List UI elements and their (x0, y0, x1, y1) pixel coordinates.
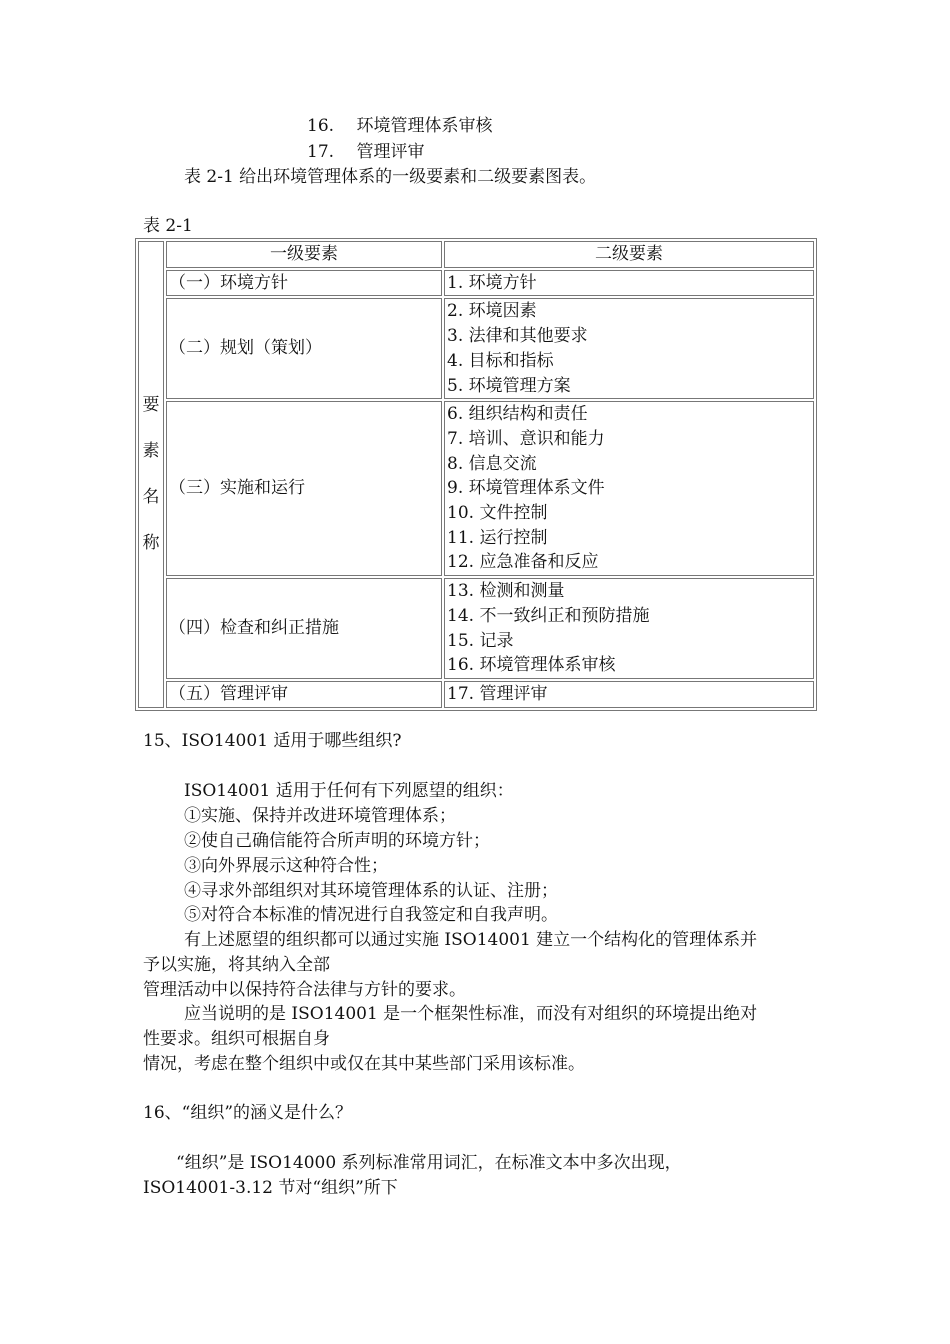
table-row (138, 681, 814, 708)
second-level-item: 3. 法律和其他要求 (447, 326, 588, 347)
q15-paragraph: 应当说明的是 ISO14001 是一个框架性标准，而没有对组织的环境提出绝对 (184, 1004, 758, 1024)
q15-item: ⑤对符合本标准的情况进行自我签定和自我声明。 (184, 905, 558, 925)
second-level-cell (444, 270, 814, 297)
second-level-item: 10. 文件控制 (447, 503, 548, 524)
second-level-item: 4. 目标和指标 (447, 350, 554, 371)
table-row (138, 298, 814, 399)
second-level-item: 1. 环境方针 (447, 272, 537, 293)
q15-heading: 15、ISO14001 适用于哪些组织? (143, 731, 402, 751)
table-intro: 表 2-1 给出环境管理体系的一级要素和二级要素图表。 (184, 167, 597, 187)
first-level-cell: （三）实施和运行 (166, 401, 442, 576)
second-level-item: 12. 应急准备和反应 (447, 552, 599, 573)
second-level-item: 2. 环境因素 (447, 301, 537, 322)
q16-paragraph: “组织”是 ISO14000 系列标准常用词汇，在标准文本中多次出现， (176, 1153, 682, 1173)
second-level-item: 11. 运行控制 (447, 527, 548, 548)
second-level-item: 9. 环境管理体系文件 (447, 478, 605, 499)
q15-item: ③向外界展示这种符合性； (184, 856, 388, 876)
second-level-item: 15. 记录 (447, 630, 514, 651)
q15-paragraph: 管理活动中以保持符合法律与方针的要求。 (143, 980, 466, 1000)
second-level-item: 14. 不一致纠正和预防措施 (447, 605, 650, 626)
intro-item-16: 16. 环境管理体系审核 (307, 116, 493, 136)
second-level-item: 8. 信息交流 (447, 453, 537, 474)
first-level-cell: （一）环境方针 (166, 270, 442, 297)
side-char: 称 (142, 533, 160, 554)
table-row (138, 578, 814, 679)
first-level-cell: （四）检查和纠正措施 (166, 578, 442, 679)
header-second-level: 二级要素 (444, 241, 814, 268)
side-char: 名 (142, 487, 160, 508)
table-row (138, 270, 814, 297)
table-row (138, 401, 814, 576)
q15-paragraph: 有上述愿望的组织都可以通过实施 ISO14001 建立一个结构化的管理体系并 (184, 930, 758, 950)
side-label-cell (138, 241, 164, 708)
q15-paragraph: 情况，考虑在整个组织中或仅在其中某些部门采用该标准。 (143, 1054, 585, 1074)
side-char: 素 (142, 441, 160, 462)
first-level-cell: （五）管理评审 (166, 681, 442, 708)
second-level-item: 5. 环境管理方案 (447, 375, 571, 396)
q15-item: ④寻求外部组织对其环境管理体系的认证、注册； (184, 881, 558, 901)
table-caption: 表 2-1 (143, 216, 193, 236)
second-level-item: 13. 检测和测量 (447, 581, 565, 602)
intro-item-17: 17. 管理评审 (307, 142, 425, 162)
second-level-cell (444, 578, 814, 679)
q15-paragraph: 性要求。组织可根据自身 (143, 1029, 330, 1049)
q15-item: ②使自己确信能符合所声明的环境方针； (184, 831, 490, 851)
second-level-item: 7. 培训、意识和能力 (447, 428, 605, 449)
side-char: 要 (142, 395, 160, 416)
second-level-cell (444, 298, 814, 399)
first-level-cell: （二）规划（策划） (166, 298, 442, 399)
second-level-item: 17. 管理评审 (447, 683, 548, 704)
second-level-item: 6. 组织结构和责任 (447, 404, 588, 425)
second-level-cell (444, 401, 814, 576)
second-level-item: 16. 环境管理体系审核 (447, 655, 616, 676)
header-first-level: 一级要素 (166, 241, 442, 268)
q15-item: ①实施、保持并改进环境管理体系； (184, 806, 456, 826)
q16-paragraph: ISO14001-3.12 节对“组织”所下 (143, 1178, 398, 1198)
q16-heading: 16、“组织”的涵义是什么？ (143, 1103, 353, 1123)
elements-table (135, 238, 817, 711)
q15-intro: ISO14001 适用于任何有下列愿望的组织： (184, 781, 514, 801)
q15-paragraph: 予以实施，将其纳入全部 (143, 955, 330, 975)
second-level-cell (444, 681, 814, 708)
